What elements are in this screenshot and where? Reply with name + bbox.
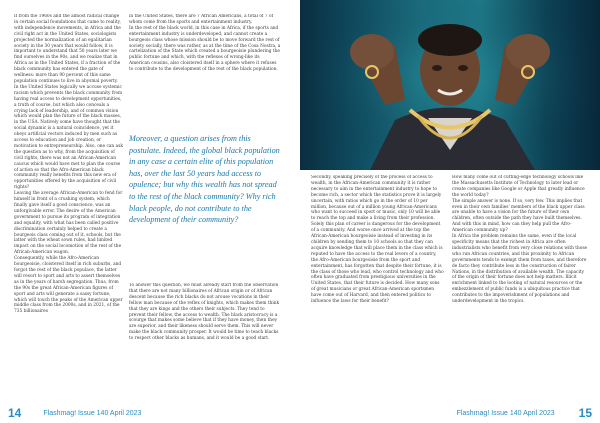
pull-quote: Moreover, a question arises from this postulate. Indeed, the global black population in any case a certain elite of this population has, over the last 50 years had access to opulence; but why this wealth has not spread to the rest of the black community? Why rich black people, do not contribute to the development of their community?: [129, 134, 280, 225]
right-page-number: 15: [578, 406, 592, 420]
left-column-2-bottom: To answer this question, we must already start from the observation that there are not many billionaires of African origin or of African descent because the rich blacks do not arouse vocations in their fellow man because of the reflex of knights, which makes them think that they are kings and the others their subjects. They tend to prevent their fellow, the access to wealth. The black aristocracy is a scourge that makes some believe that if they have money, then they are superior, and their likeness should serve them. This will never make the black community prosper. It would be time to teach blacks to respect other blacks as humans, and it would be a good start.: [129, 283, 280, 342]
right-column-2: How many come out of cutting-edge technology schools like the Massachusetts Institute of Technology to later lead or create companies like Google or Apple that greatly influence the world today? The simple answer is none. If so, very few. This implies that even in their own families' members of the black upper class are unable to have a vision for the future of their own children, often outside the path they have built themselves. And with this in mind, how can they help pull the Afro-American community up? In Africa the problem remains the same, even if the local specificity means that the richest in Africa are often industrialists who benefit from very close relations with those who run African countries, and this proximity to African governments tends to exempt them from taxes, and therefore de facto they contribute less in the construction of fairer Nations, in the distribution of available wealth. The capacity of the origin of their fortune does not help matters. Illicit enrichment linked to the looting of natural resources or the embezzlement of public funds is a ubiquitous practice that contributes to the impoverishment of populations and underdevelopment in the tropics.: [452, 175, 588, 305]
left-footer-text: Flashmag! Issue 140 April 2023: [43, 409, 142, 417]
right-column-1: Secondly, speaking precisely of the process of access to wealth, in the African-American community it is rather necessary to aim in the entertainment industry to hope to become rich, a sector which the statistics prove it is largely uncertain, with ratios which go in the order of 10 per million, because out of a million young African-Americans who want to succeed in sport or music, only 10 will be able to reach the top and make a living from their profession. Solely this plan of career is dangerous for the development of a community. And worse once arrived at the top the African-American bourgeoisie instead of investing in its children by sending them to 10 schools so that they can acquire knowledge that will place them in the class which is reputed to have the access to the real levers of a country, the Afro-American bourgeoisie from the sport and entertainment, has forgotten that despite their fortune, it is the class of those who lead, who control technology and who often have graduated from prestigious universities in the United States, that their future is decided. How many sons of great musicians or great African-American sportsmen have come out of Harvard, and then entered politics to influence the laws for their benefit?: [311, 175, 444, 305]
photo-illustration: [300, 0, 600, 170]
left-page-number: 14: [8, 406, 22, 420]
man-with-chains-photo: [300, 0, 600, 170]
left-footer: [8, 406, 288, 420]
left-column-1: If from the 1960s and the almost radical change in certain social foundations that came to reality, with independence movements, in Africa and the civil right act in the United States, sociologists projected the normalization of an egalitarian society in the 30 years that would follow, it is important to understand that 50 years later we find ourselves in the 90s, and we realize that in Africa as in the United States, if a fraction of the black community has entered the gate of wellness: more than 90 percent of this same population continues to live in abysmal poverty. In the United States logically we accuse systemic racism which prevents the black community from having real access to development opportunities, a truth of course, but which also conceals a crying lack of leadership, and of common vision which would plan the future of the black masses, in the USA. Natively some have thought that the social dynamic is a natural coincidence, yet it obeys artificial vectors induced by men such as access to education and job creation, or motivation to entrepreneurship. Also, one can ask the question as to why, from the acquisition of civil rights, there was not an African-American caucus which would have met to plan the course of action so that the Afro-American black community really benefits from this new era of opportunities offered by the acquisition of civil rights? Leaving the average African-American to fend for himself in front of a crushing system, which finally gave itself a good conscience, was an unforgivable error. The desire of the American government to pursue its program of integration and equality, with what has been called positive discrimination certainly helped to create a bourgeois class coming out of it, schools, but the latter with the wheat sown rules, had limited impact on the social locomotion of the rest of the African-American wagon. Consequently, while the Afro-American bourgeoisie, cloistered itself in rich suburbs, and forgot the rest of the black populace, the latter will resort to sport and arts to assert themselves as in the years of harsh segregation. Thus, from the 90s the great African-American figures of sport and arts will generate a sassy fortune, which will touch the peaks of the American upper middle class from the 2000s, and in 2021, of the 735 billionaires: [14, 14, 123, 315]
right-footer-text: Flashmag! Issue 140 April 2023: [456, 409, 555, 417]
left-column-2-top: in the United States, there are 7 African Americans, a total of 7 of whom come from the sports and entertainment industry. In the rest of the black world, in this case in Africa, if the sports and entertainment industry is underdeveloped, and cannot create a bourgeois class whose mission should be to move forward the rest of society socially, there was rather, as at the time of the Cosa Nostra, a cartelization of the State which created a bourgeoisie plundering the public fortune and which, with the reflexes of wrong-like its American cousins, also cloistered itself in a sphere where it refuses to contribute to the development of the rest of the black population.: [129, 14, 281, 73]
right-footer: [452, 406, 592, 420]
